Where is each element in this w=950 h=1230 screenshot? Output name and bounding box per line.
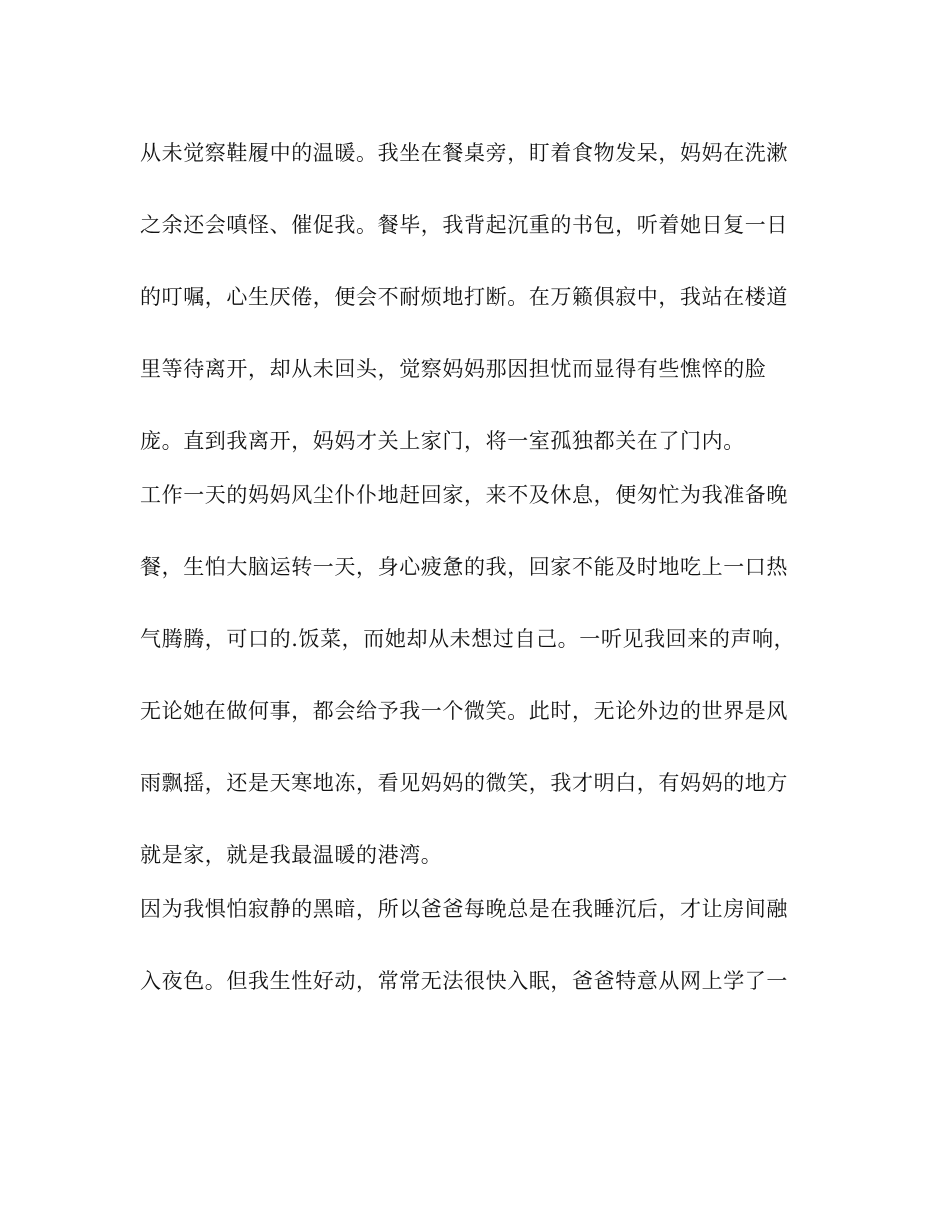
text-line: 雨飘摇，还是天寒地冻，看见妈妈的微笑，我才明白，有妈妈的地方 bbox=[140, 771, 788, 795]
text-line: 入夜色。但我生性好动，常常无法很快入眠，爸爸特意从网上学了一 bbox=[140, 969, 788, 993]
text-line: 因为我惧怕寂静的黑暗，所以爸爸每晚总是在我睡沉后，才让房间融 bbox=[140, 897, 788, 921]
text-line: 从未觉察鞋履中的温暖。我坐在餐桌旁，盯着食物发呆，妈妈在洗漱 bbox=[140, 141, 788, 165]
paragraph-1 bbox=[140, 135, 810, 459]
document-body bbox=[140, 135, 810, 999]
paragraph-2 bbox=[140, 477, 810, 873]
text-line: 无论她在做何事，都会给予我一个微笑。此时，无论外边的世界是风 bbox=[140, 699, 788, 723]
paragraph-3 bbox=[140, 891, 810, 999]
text-line: 餐，生怕大脑运转一天，身心疲惫的我，回家不能及时地吃上一口热 bbox=[140, 555, 788, 579]
text-line: 庞。直到我离开，妈妈才关上家门，将一室孤独都关在了门内。 bbox=[140, 429, 745, 453]
text-line: 气腾腾，可口的.饭菜，而她却从未想过自己。一听见我回来的声响， bbox=[140, 627, 796, 651]
text-line: 里等待离开，却从未回头，觉察妈妈那因担忧而显得有些憔悴的脸 bbox=[140, 357, 767, 381]
text-line: 就是家，就是我最温暖的港湾。 bbox=[140, 843, 443, 867]
text-line: 的叮嘱，心生厌倦，便会不耐烦地打断。在万籁俱寂中，我站在楼道 bbox=[140, 285, 788, 309]
text-line: 之余还会嗔怪、催促我。餐毕，我背起沉重的书包，听着她日复一日 bbox=[140, 213, 788, 237]
text-line: 工作一天的妈妈风尘仆仆地赶回家，来不及休息，便匆忙为我准备晚 bbox=[140, 483, 788, 507]
